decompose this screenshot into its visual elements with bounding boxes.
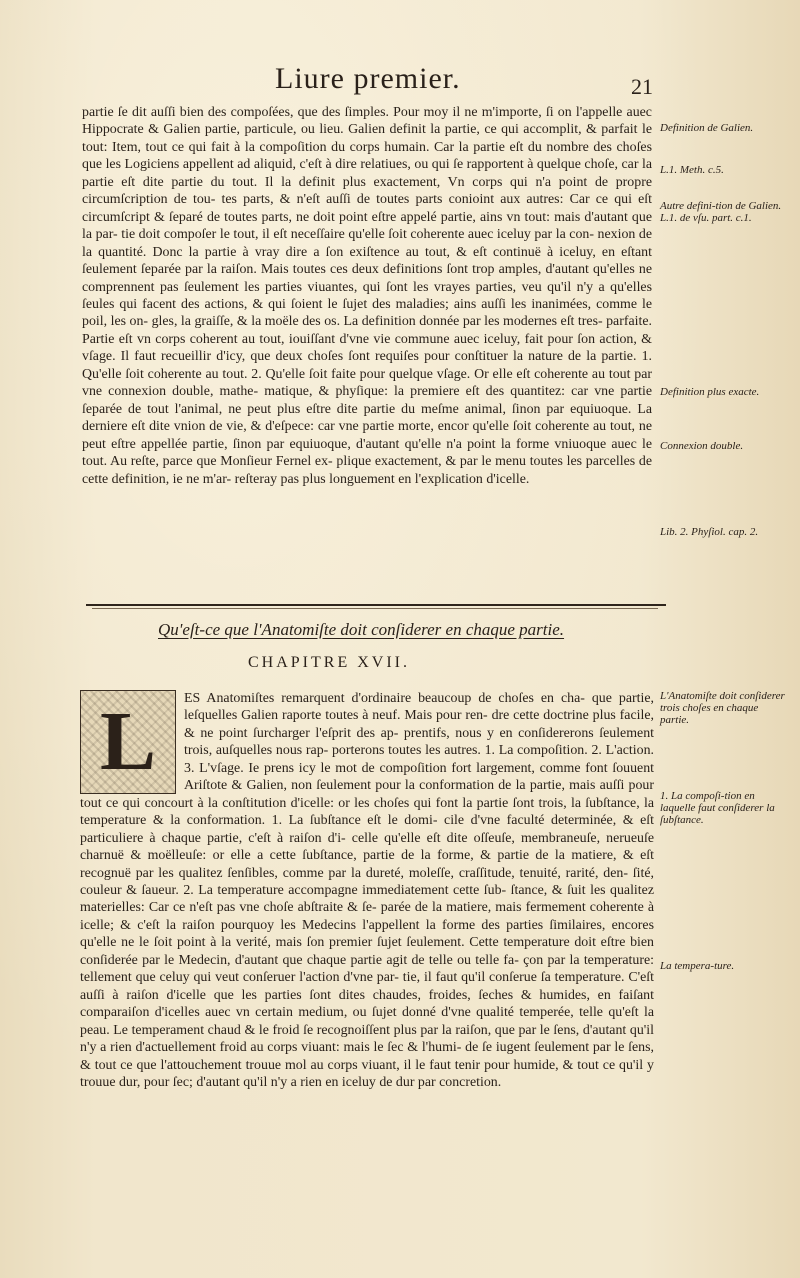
para1-line: gles, la graiſſe, & la moële des os. La definition donnée par les modernes eſt tres- (151, 314, 607, 330)
para2-line: celle qu'elle eſt dite oſſeuſe, membraneuſe, nerueuſe charnuë & moëlleuſe: or elle (80, 830, 654, 864)
para2-line: tout ce qui concourt à la conſtitution d'icelle: or les choſes qui font la partie ſont (80, 795, 539, 811)
para2-line: Ariſtote & Galien, non ſeulement pour la conformation de la partie, mais auſſi pour (184, 778, 654, 794)
section-rule-thin (92, 608, 658, 609)
para1-line: l'appelle auec Hippocrate & Galien partie, particule, ou lieu. Galien definit la partie, (82, 105, 652, 138)
para2-line: prentifs, nous y en conſidererons ſeulement trois, auſquelles nous rap- (184, 725, 654, 759)
para1-line: tes parts, & n'eſt auſſi de toutes parts conioint aux autres: Car ce qui eſt circumſcript & ſeparé (82, 192, 652, 225)
para2-line: ſtance, & ſuit les qualitez materielles: Car ce n'eſt pas vne choſe abſtraite & ſe- (80, 882, 654, 916)
drop-cap-frame (80, 690, 176, 794)
para1-line: nexion de la quantité. Donc la partie à vray dire a ſon exiſtence au tout, & eſt continuë (82, 227, 653, 260)
page-number: 21 (631, 74, 653, 99)
para1-line: de toutes parts, ne doit point eſtre appelé partie, ains vn tout: mais d'autant que la par- (82, 209, 652, 243)
para2-line: parée de la matiere, mais fermement coherente à icelle; & c'eſt la raiſon pourquoy (80, 900, 654, 933)
drop-cap-letter: L (80, 690, 176, 794)
margin-note-7: L'Anatomiſte doit conſiderer trois choſes en chaque partie. (660, 690, 785, 726)
para1-line: à dire relatiues, ou qui ſe rapportent à quelque choſe, car la partie eſt dite partie du (82, 157, 652, 190)
para1-line: Car la partie eſt du nombre des choſes que les Logiciens appellent ad aliquid, c'eſt (82, 139, 652, 173)
para1-line: partie ſe dit auſſi bien des compoſées, que des ſimples. Pour moy il ne m'importe, ſi on (82, 105, 576, 120)
para1-line: qui ſoient le ſujet des maladies; ains auſſi les inanimées, comme le poil, les on- (82, 296, 652, 330)
para1-line: tie doit compoſer le tout, il eſt neceſſaire qu'elle ſoit coherente auec iceluy par la con- (121, 227, 598, 243)
para1-line: coherente au tout, ne peut eſtre appellée partie, ſinon par equiuoque, d'autant qu'elle (82, 419, 652, 452)
para2-line: qualitez ſenſibles, comme par la dureté, moleſſe, craſſitude, tenuité, rarité, den- (178, 865, 633, 881)
para1-line: tout. Il la definit plus exactement, Vn corps qui n'a point de propre circumſcription de tou- (82, 174, 652, 208)
para2-line: temperament chaud & le froid ſe recognoiſſent plus par la raiſon, que par le ſens, (131, 1022, 583, 1038)
margin-note-3: Autre defini-tion de Galien. L.1. de vſu. part. c.1. (660, 200, 782, 224)
para1-line: l'animal, ne peut plus eſtre dite partie du meſme animal, ſinon par equiuoque. La (174, 401, 652, 417)
margin-note-4: Definition plus exacte. (660, 386, 760, 398)
para1-line: à iceluy, en eſtant ſeulement ſeparée par la raiſon. Mais toutes ces deux definitions (82, 244, 652, 278)
para2-line: porterons toutes les autres. 1. La compoſition. 2. L'action. 3. L'vſage. Ie (184, 743, 654, 776)
para2-line: corps viuant, il le faut tenir pour humide, & tout ce qu'il y trouue dur, pour ſec; (80, 1057, 654, 1090)
para1-line: parfaite. Partie eſt vn corps coherent au tout, iouiſſant d'vne vie commune auec iceluy, fait (82, 314, 652, 347)
margin-note-2: L.1. Meth. c.5. (660, 164, 724, 176)
margin-note-9: La tempera-ture. (660, 960, 735, 972)
para1-line: n'a point la forme vniuoque auec le tout. Au reſte, parce que Monſieur Fernel ex- (82, 436, 652, 470)
para2-line: bien conſiderée par le Medecin, d'autant que chaque partie agit de telle ou telle fa- (80, 935, 654, 968)
para1-line: plique exactement, & par le menu toutes les parcelles de cette definition, ie ne m'ar- (82, 454, 652, 487)
para2-line: d'autant qu'il n'y a rien d'actuellement froid au corps viuant: mais le ſec & l'humi- (80, 1022, 654, 1056)
running-title: Liure premier. (275, 62, 461, 95)
para2-line: que partie, leſquelles Galien raporte toutes à neuf. Mais pour ren- (184, 691, 654, 724)
para1-line: reſteray pas plus longuement en l'explication d'icelle. (234, 471, 530, 487)
para2-line: prens icy le mot de compoſition fort largement, comme font ſouuent (263, 760, 655, 776)
para2-line: trois, la ſubſtance, la temperature & la conformation. 1. La ſubſtance eſt le domi- (80, 795, 654, 829)
para1-line: pour quelque vſage. Or elle eſt coherente au tout par vne connexion double, mathe- (82, 366, 652, 400)
para2-line: ſont dites chaudes, froides, ſeches & humides, en faiſant comparaiſon d'icelles auec (80, 987, 654, 1021)
body-paragraph-2 (80, 690, 654, 1091)
para1-line: derniere eſt dite vnion de vie, & d'eſpece: car vne partie morte, encor qu'elle ſoit (82, 419, 536, 435)
margin-note-8: 1. La compoſi-tion en laquelle faut conſiderer la ſubſtance. (660, 790, 775, 826)
body-paragraph-1 (82, 104, 652, 488)
para1-line: ce qui accomplit, & parfait le tout: Item, tout ce qui fait à la compoſition du corps humain. (82, 122, 652, 155)
para2-line: vn certain medium, ou ſujet donné d'vne qualité temperée, telle qu'eſt la peau. Le (80, 1005, 655, 1038)
para1-line: pour ſon action, & vſage. Il faut recueillir d'icy, que deux choſes ſont requiſes pour (82, 331, 652, 365)
para2-line: çon par la temperature: tellement que celuy qui veut conſeruer l'action d'vne par- (80, 952, 655, 986)
para2-line: d'autant qu'il n'y a rien en iceluy de dur par concretion. (196, 1074, 502, 1090)
para2-line: les Medecins l'appellent la forme des parties ſimilaires, encores qu'elle ne le ſoit (80, 917, 655, 951)
para2-line: a cette ſubſtance, partie de la forme, & partie de la matiere, & eſt recognuë par les (80, 848, 655, 881)
para2-line: cile d'vne faculté determinée, & eſt particuliere à chaque partie, c'eſt à raiſon d'i- (80, 813, 654, 846)
para1-line: qui ſont les vrayes parties, veu qu'il n'y a qu'elles ſeules qui facent des actions, & (82, 279, 652, 312)
para1-line: matique, & phyſique: la premiere eſt des quantitez: car vne partie ſeparée de tout (82, 384, 653, 417)
para2-line: tie, il faut qu'il conſerue ſa temperature. C'eſt auſſi à raiſon d'icelle que les parties (80, 970, 654, 1003)
para2-line: dre cette doctrine plus facile, & ne point ſurcharger l'eſprit des ap- (184, 708, 654, 741)
para2-line: ES Anatomiſtes remarquent d'ordinaire beaucoup de choſes en cha- (184, 691, 592, 706)
para1-line: conſtituer la nature de la partie. 1. Qu'elle ſoit coherente au tout. 2. Qu'elle ſoit faite (82, 349, 652, 382)
section-title: Qu'eſt-ce que l'Anatomiſte doit conſiderer en chaque partie. (158, 620, 565, 639)
para2-line: ſité, couleur & ſaueur. 2. La temperature accompagne immediatement cette ſub- (80, 865, 654, 898)
margin-note-5: Connexion double. (660, 440, 744, 452)
para2-line: point à la verité, mais ſon premier ſujet ſeulement. Cette temperature doit eſtre (176, 935, 631, 951)
margin-note-1: Definition de Galien. (660, 122, 754, 134)
chapter-heading: CHAPITRE XVII. (248, 654, 410, 671)
margin-note-6: Lib. 2. Phyſiol. cap. 2. (660, 526, 759, 538)
para2-line: de ſe iugent ſeulement par le ſens, & tout ce que l'attouchement trouue mol au (80, 1040, 654, 1073)
section-rule (86, 604, 666, 606)
para1-line: ſont trop amples, d'autant qu'elles ne comprennent pas ſeulement les parties viuantes, (82, 262, 652, 295)
page-header (0, 62, 800, 102)
